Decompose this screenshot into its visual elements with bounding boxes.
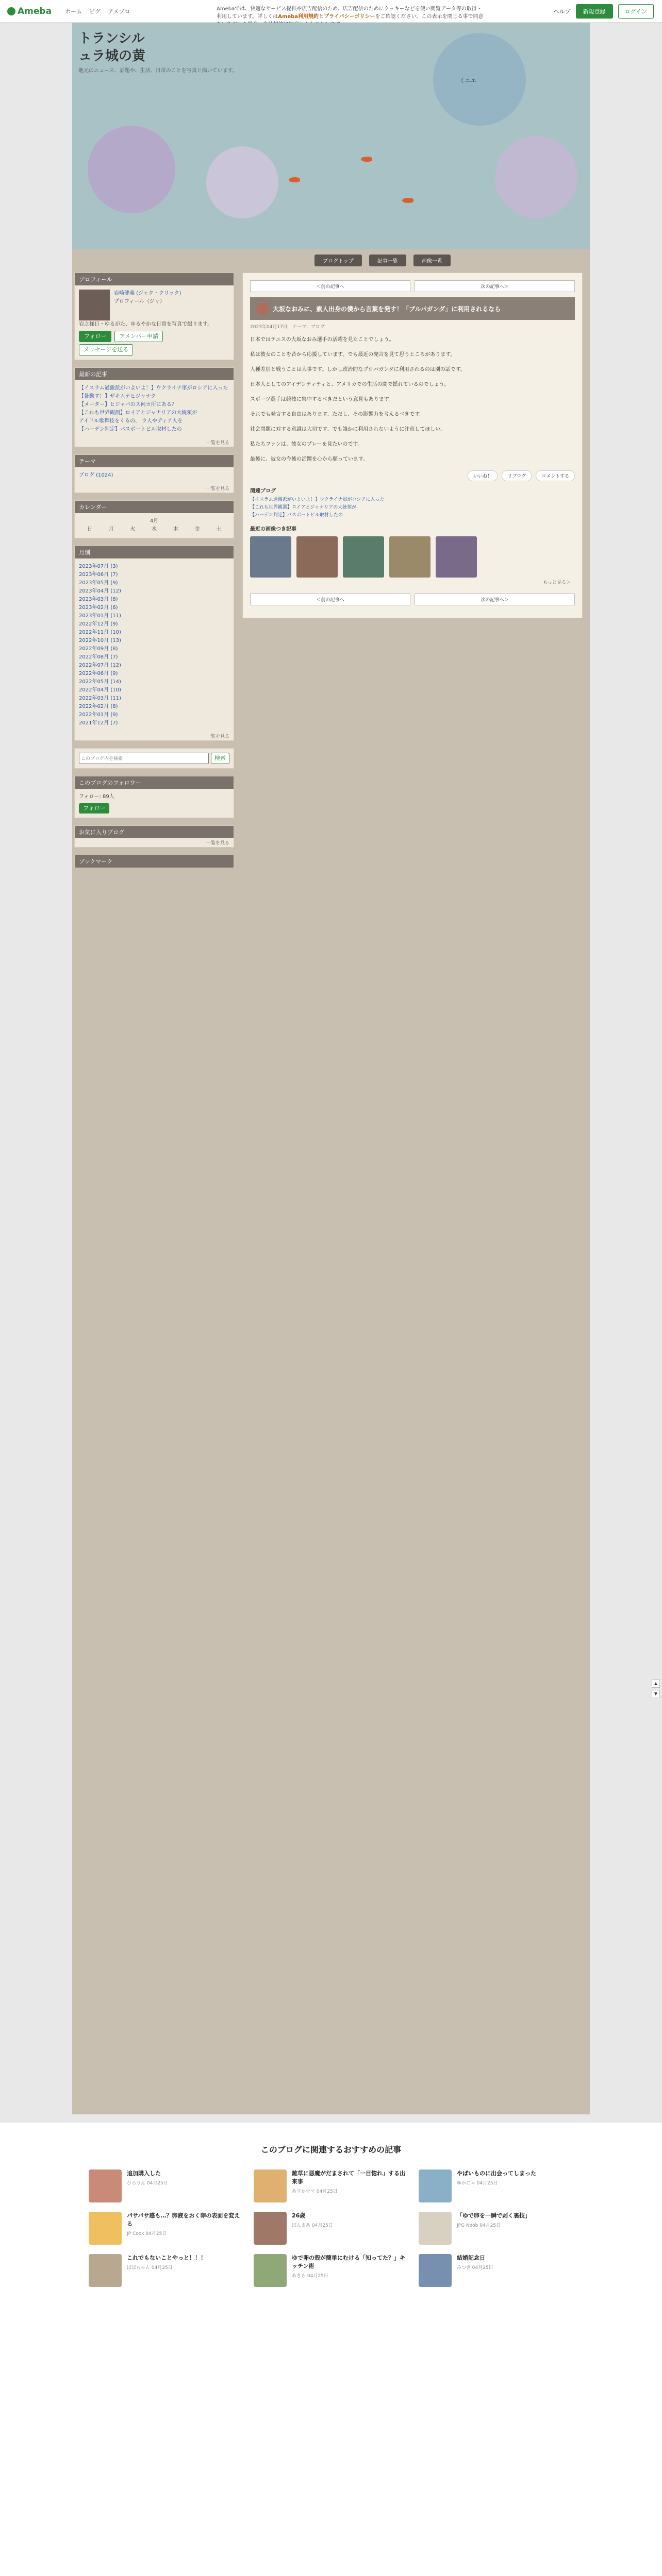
recommend-title[interactable]: やばいものに出会ってしまった [457, 2170, 536, 2177]
message-button[interactable]: メッセージを送る [79, 344, 133, 355]
bookmark-heading: ブックマーク [75, 855, 234, 868]
entry-paragraph: 最後に、彼女の今後の活躍を心から願っています。 [250, 456, 369, 462]
calendar-box [74, 500, 234, 538]
recent-image-thumb[interactable] [296, 536, 338, 578]
archive-item[interactable]: 2022年12月 (9) [79, 621, 118, 627]
archive-item[interactable]: 2023年03月 (8) [79, 597, 118, 602]
entry-pager [250, 280, 575, 292]
archive-item[interactable]: 2022年02月 (8) [79, 704, 118, 709]
header-link[interactable]: くエエ [459, 77, 476, 84]
entry-body [250, 336, 575, 464]
recommend-card[interactable] [419, 2254, 573, 2287]
calendar-day: 金 [194, 527, 200, 532]
tab-blog-top[interactable]: ブログトップ [315, 255, 362, 266]
blog-search-input[interactable] [79, 753, 209, 764]
help-link[interactable]: ヘルプ [553, 8, 571, 15]
related-links [250, 496, 575, 519]
archive-item[interactable]: 2022年04月 (10) [79, 687, 121, 693]
recent-heading: 最新の記事 [75, 368, 234, 380]
entry-paragraph: 日本人としてのアイデンティティと、アメリカでの生活の間で揺れているのでしょう。 [250, 382, 450, 387]
archive-item[interactable]: 2022年08月 (7) [79, 654, 118, 660]
calendar-day: 日 [87, 527, 92, 532]
top-bar [0, 0, 662, 23]
prev-entry-button[interactable]: ＜前の記事へ [250, 280, 410, 292]
archive-heading: 月別 [75, 546, 234, 558]
profile-name[interactable]: 岩崎健義 (ジャク・クリック) [114, 291, 181, 296]
archive-item[interactable]: 2023年05月 (9) [79, 580, 118, 586]
archive-item[interactable]: 2021年12月 (7) [79, 720, 118, 726]
entry-paragraph: 社会問題に対する意識は大切です。でも誰かに利用されないように注意してほしい。 [250, 427, 446, 432]
profile-sub: プロフィール（ジャ） [114, 299, 165, 304]
calendar-day: 月 [108, 527, 114, 532]
goldfish-illustration [402, 198, 413, 203]
blog-title[interactable] [78, 30, 145, 65]
recommend-thumb[interactable] [254, 2212, 287, 2245]
more-link[interactable]: 一覧を見る [206, 440, 229, 446]
recommend-thumb[interactable] [89, 2170, 122, 2202]
recommend-title[interactable]: 雑草に悪魔がだまされて「一目惚れ」する出来事 [292, 2170, 405, 2185]
entry-main [242, 273, 583, 618]
archive-item[interactable]: 2023年01月 (11) [79, 613, 121, 619]
goldfish-illustration [361, 157, 372, 162]
followers-heading: このブログのフォロワー [75, 776, 234, 789]
entry-paragraph: 人種差別と戦うことは大事です。しかし政治的なプロパガンダに利用されるのは別の話です。 [250, 367, 466, 372]
tab-image-list[interactable]: 画像一覧 [413, 255, 451, 266]
recommend-title[interactable]: 「ゆで卵を一瞬で剥く裏技」 [457, 2212, 531, 2219]
calendar-day: 水 [151, 527, 157, 532]
entry-title[interactable]: 大坂なおみに、素人出身の僕から言葉を発す！「ブルパガンダ」に利用されるなら [273, 305, 501, 313]
recommend-thumb[interactable] [419, 2212, 452, 2245]
recommend-card[interactable] [254, 2212, 408, 2245]
terms-link[interactable]: Ameba利用規約 [278, 14, 319, 20]
entry-title-bar [250, 297, 575, 320]
avatar[interactable] [79, 290, 110, 320]
recent-image-thumb[interactable] [436, 536, 477, 578]
morning-glory-illustration [88, 126, 175, 213]
recent-entry[interactable]: 【イスラム過激派がいよいよ！】ウクライナ軍がロシアに入った [79, 385, 228, 391]
recommend-cards [89, 2170, 573, 2287]
recommend-thumb[interactable] [89, 2254, 122, 2287]
recent-image-thumb[interactable] [250, 536, 291, 578]
ameba-logo[interactable] [7, 6, 52, 16]
recent-entry[interactable]: 【ハーデン判定】パスポートビル取材したの [79, 427, 182, 432]
next-entry-button[interactable]: 次の記事へ＞ [415, 280, 575, 292]
notice-and: と [319, 14, 324, 20]
profile-box [74, 273, 234, 360]
recommend-thumb[interactable] [419, 2170, 452, 2202]
logo-text: Ameba [18, 6, 52, 16]
recommend-title[interactable]: 追加購入した [127, 2170, 161, 2177]
more-images-link[interactable]: もっと見る＞ [542, 580, 571, 585]
recommend-thumb[interactable] [254, 2254, 287, 2287]
archive-item[interactable]: 2023年04月 (12) [79, 588, 121, 594]
recommend-card[interactable] [419, 2212, 573, 2245]
follow-button-2[interactable]: フォロー [79, 803, 109, 814]
archive-item[interactable]: 2022年06月 (9) [79, 671, 118, 676]
entry-paragraph: 私は彼女のことを昔から応援しています。でも最近の発言を見て思うところがあります。 [250, 352, 456, 358]
like-button[interactable]: いいね！ [468, 470, 498, 481]
entry-paragraph: 日本ではテニスの大坂なおみ選手の活躍を見たことでしょう。 [250, 337, 394, 343]
calendar-month: 4月 [150, 518, 159, 524]
related-link[interactable]: 【ハーデン判定】パスポートビル取材したの [250, 513, 343, 518]
ameba-mark-icon [7, 7, 15, 15]
more-link[interactable]: 一覧を見る [206, 486, 229, 492]
search-button[interactable]: 検索 [211, 753, 229, 764]
reader-heading: お気に入りブログ [75, 826, 234, 838]
notice-text: Amebaでは、快適なサービス提供や広告配信のため、広告配信のためにクッキーなどを使い閲覧データ等の取得・利用しています。詳しくは [217, 6, 482, 20]
profile-text: 岩之様日・ゆるがた、ゆるやかな日常を写真で綴ります。 [79, 321, 213, 327]
recommend-thumb[interactable] [89, 2212, 122, 2245]
recommend-text [292, 2254, 408, 2279]
recommend-card[interactable] [89, 2254, 243, 2287]
recommend-source: JPG Noob 04月25日 [457, 2223, 501, 2228]
followers-count: フォロー: 89人 [79, 794, 114, 800]
search-box [74, 748, 234, 769]
next-entry-button[interactable]: 次の記事へ＞ [415, 594, 575, 605]
recommend-text [292, 2212, 333, 2228]
archive-list [75, 558, 234, 732]
archive-item[interactable]: 2023年07月 (3) [79, 564, 118, 569]
reblog-button[interactable]: リブログ [502, 470, 532, 481]
recommend-card[interactable] [419, 2170, 573, 2202]
recommend-thumb[interactable] [254, 2170, 287, 2202]
archive-item[interactable]: 2022年05月 (14) [79, 679, 121, 685]
recommend-section [0, 2123, 662, 2576]
entry-date: 2023年04月17日 [250, 325, 288, 330]
archive-item[interactable]: 2022年03月 (11) [79, 696, 121, 701]
recommend-source: ひろりん 04月25日 [127, 2181, 168, 2186]
recommend-text [127, 2170, 168, 2186]
recommend-title[interactable]: 26歳 [292, 2212, 306, 2219]
nav-pigg[interactable]: ピグ [89, 8, 101, 15]
recommend-source: JP Cook 04月25日 [127, 2231, 167, 2236]
entry-paragraph: それでも発言する自由はあります。ただし、その影響力を考えるべきです。 [250, 412, 425, 417]
recommend-title[interactable]: 結婚記念日 [457, 2255, 485, 2261]
entry-paragraph: スポーツ選手は競技に集中するべきだという意見もあります。 [250, 397, 394, 402]
more-link[interactable]: 一覧を見る [206, 841, 229, 846]
archive-item[interactable]: 2023年06月 (7) [79, 572, 118, 578]
related-heading: 関連ブログ [250, 488, 276, 494]
recent-images-heading: 最近の画像つき記事 [250, 527, 296, 532]
entry-pager-bottom [250, 594, 575, 605]
calendar-day: 火 [130, 527, 136, 532]
archive-item[interactable]: 2022年01月 (9) [79, 712, 118, 718]
recent-entry[interactable]: アイドル歌舞伎をくるの、 ラ人やディア人を [79, 418, 183, 424]
reader-box [74, 825, 234, 848]
blog-description: 地元のニュース、話題や、生活、日常のことを写真と描いています。 [78, 68, 238, 74]
recent-entry[interactable]: 【これも世界観測】ロイアとジャナリアの大統領が [79, 410, 197, 416]
recommend-text [127, 2254, 206, 2270]
morning-glory-illustration [433, 33, 526, 126]
author-icon [256, 302, 269, 315]
archive-item[interactable]: 2022年09月 (8) [79, 646, 118, 652]
archive-item[interactable]: 2022年07月 (12) [79, 663, 121, 668]
recommend-title: このブログに関連するおすすめの記事 [260, 2145, 402, 2155]
recommend-thumb[interactable] [419, 2254, 452, 2287]
prev-entry-button[interactable]: ＜前の記事へ [250, 594, 410, 605]
calendar-day: 土 [216, 527, 222, 532]
recommend-source: あきら 04月25日 [292, 2274, 328, 2279]
recommend-text [457, 2170, 536, 2186]
scroll-down-icon[interactable]: ▼ [652, 1690, 660, 1698]
morning-glory-illustration [495, 136, 577, 218]
entry-actions [250, 470, 575, 481]
calendar-day: 木 [173, 527, 178, 532]
floating-scroll-controls [652, 1680, 660, 1698]
recommend-text [292, 2170, 408, 2194]
nav-ameblo[interactable]: アメブロ [108, 8, 130, 15]
blog-title-line2: ュラ城の黄 [78, 48, 146, 64]
recommend-card[interactable] [89, 2170, 243, 2202]
archive-item[interactable]: 2022年10月 (13) [79, 638, 121, 643]
recommend-source: あすかママ 04月25日 [292, 2189, 338, 2194]
entry-theme[interactable]: テーマ：ブログ [292, 325, 325, 330]
profile-heading: プロフィール [75, 273, 234, 285]
recommend-text [127, 2212, 243, 2236]
recommend-card[interactable] [254, 2170, 408, 2202]
signup-button[interactable]: 新規登録 [576, 4, 613, 19]
recommend-title[interactable]: ゆで卵の殻が簡単にむける「知ってた？」キッチン術 [292, 2255, 405, 2269]
popular-section [77, 2555, 585, 2576]
recommend-source: ゆかにゃ 04月25日 [457, 2181, 498, 2186]
nav-home[interactable]: ホーム [65, 8, 82, 15]
scroll-up-icon[interactable]: ▲ [652, 1680, 660, 1688]
archive-item[interactable]: 2022年11月 (10) [79, 630, 121, 635]
notice-tail: をご確認ください。この表示を閉じる事で同意 [375, 14, 484, 20]
recommend-source: ぽぽちゃん 04月25日 [127, 2265, 173, 2270]
recent-entry[interactable]: 【暴動す！】ザキムナヒジャナク [79, 394, 156, 399]
blog-title-line1: トランシル [78, 31, 145, 46]
calendar-heading: カレンダー [75, 501, 234, 513]
followers-box [74, 776, 234, 818]
privacy-link[interactable]: プライバシーポリシー [324, 14, 375, 20]
more-link[interactable]: 一覧を見る [206, 734, 229, 739]
related-link[interactable]: 【これも世界観測】ロイアとジャナリアの大統領が [250, 505, 357, 510]
theme-heading: テーマ [75, 455, 234, 467]
top-nav [65, 7, 130, 15]
blog-tabs [315, 255, 451, 266]
recent-image-thumb[interactable] [389, 536, 431, 578]
recent-entries-box [74, 367, 234, 447]
morning-glory-illustration [206, 146, 278, 218]
recommend-text [457, 2212, 531, 2228]
recommend-source: ぱんまあ 04月25日 [292, 2223, 333, 2228]
follow-button[interactable]: フォロー [79, 331, 111, 342]
recent-images [250, 536, 575, 578]
recommend-title[interactable]: これでもないことやっと！！！ [127, 2255, 206, 2261]
recommend-source: みつき 04月25日 [457, 2265, 493, 2270]
theme-item[interactable]: ブログ (1024) [79, 472, 113, 478]
recent-entry[interactable]: 【メーター】ヒジャバのス何カ所にある？ [79, 402, 177, 408]
amember-button[interactable]: アメンバー申請 [114, 331, 163, 342]
entry-meta [250, 323, 575, 330]
login-button[interactable]: ログイン [618, 4, 654, 19]
recommend-text [457, 2254, 493, 2270]
theme-box [74, 454, 234, 493]
recommend-title[interactable]: パサパサ感も…？卵液をおく卵の表面を変える [127, 2212, 240, 2227]
archive-box [74, 546, 234, 741]
goldfish-illustration [289, 177, 300, 182]
recent-image-thumb[interactable] [343, 536, 384, 578]
related-link[interactable]: 【イスラム過激派がいよいよ！】ウクライナ軍がロシアに入った [250, 497, 385, 502]
tab-entry-list[interactable]: 記事一覧 [369, 255, 406, 266]
blog-header [72, 23, 590, 249]
entry-paragraph: 私たちファンは、彼女のプレーを見たいのです。 [250, 442, 363, 447]
blog-wrapper [72, 23, 590, 2114]
bookmark-box [74, 855, 234, 868]
calendar-grid [79, 526, 229, 534]
recommend-card[interactable] [254, 2254, 408, 2287]
recommend-card[interactable] [89, 2212, 243, 2245]
sidebar [74, 273, 234, 875]
archive-item[interactable]: 2023年02月 (6) [79, 605, 118, 611]
comment-button[interactable]: コメントする [536, 470, 575, 481]
